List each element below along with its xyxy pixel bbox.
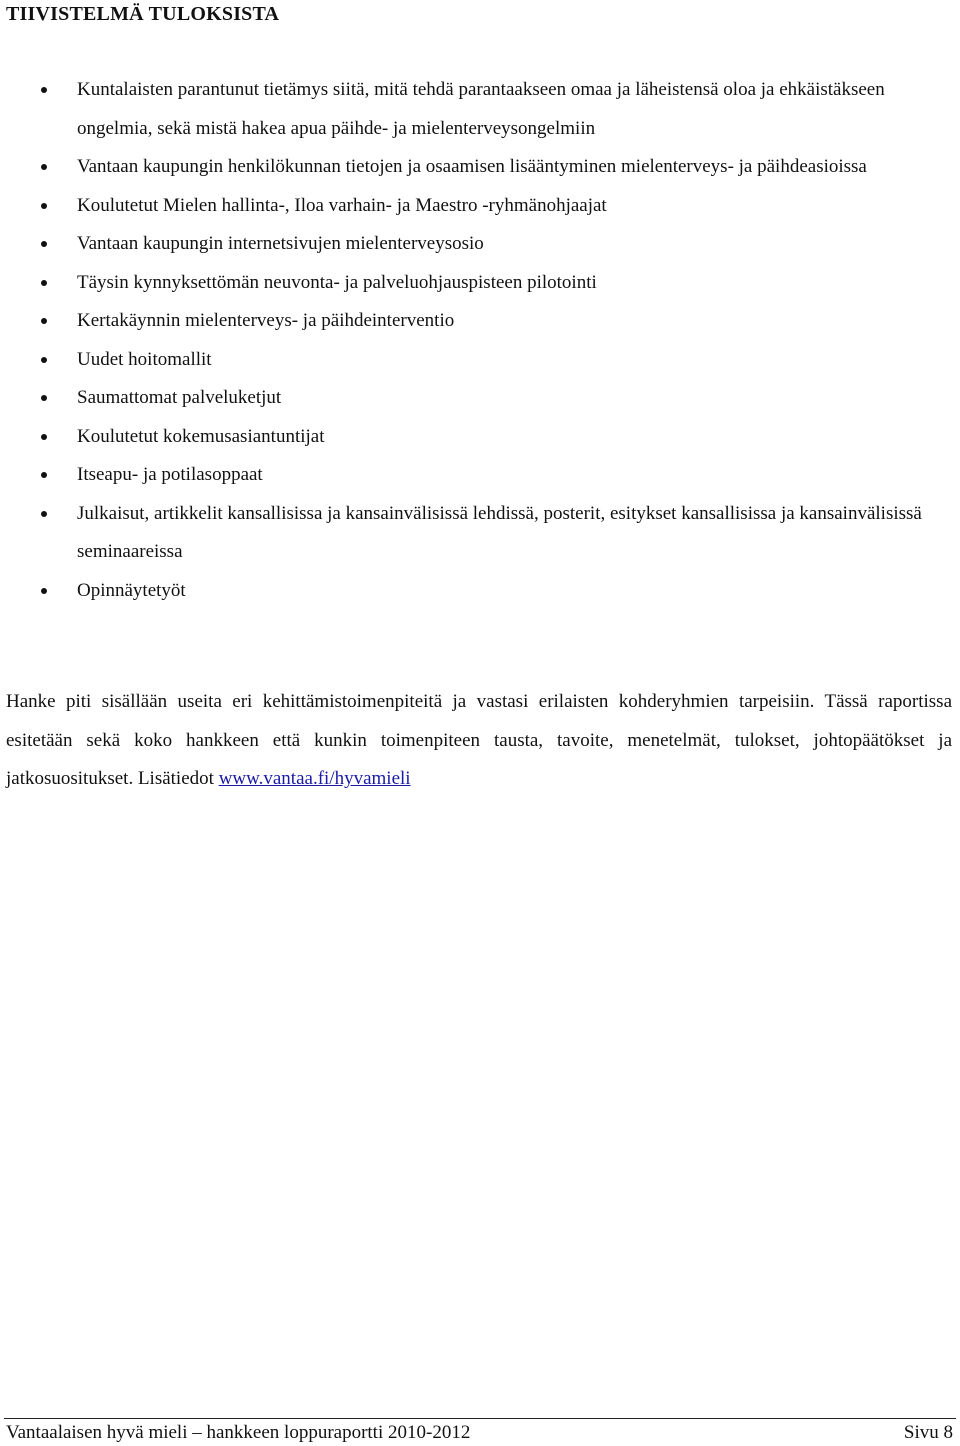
bullet-icon [41, 472, 47, 478]
list-item [0, 456, 960, 495]
bullet-icon [41, 511, 47, 517]
list-item [0, 341, 960, 380]
footer-report-title: Vantaalaisen hyvä mieli – hankkeen loppuraportti 2010-2012 [6, 1422, 471, 1443]
list-item [0, 187, 960, 226]
list-item-text: Opinnäytetyöt [77, 579, 186, 601]
footer-divider [4, 1418, 956, 1419]
bullet-icon [41, 318, 47, 324]
list-item [0, 572, 960, 611]
list-item [0, 379, 960, 418]
list-item [0, 418, 960, 457]
list-item-text: Koulutetut Mielen hallinta-, Iloa varhain- ja Maestro -ryhmänohjaajat [77, 194, 607, 216]
bullet-icon [41, 164, 47, 170]
list-item [0, 225, 960, 264]
more-info-link[interactable]: www.vantaa.fi/hyvamieli [218, 768, 411, 789]
bullet-icon [41, 357, 47, 363]
list-item-text: Itseapu- ja potilasoppaat [77, 464, 263, 485]
summary-paragraph [6, 683, 952, 799]
list-item-text: Saumattomat palveluketjut [77, 387, 282, 408]
list-item [0, 302, 960, 341]
list-item [0, 495, 960, 572]
bullet-icon [41, 87, 47, 93]
list-item-text: Vantaan kaupungin henkilökunnan tietojen ja osaamisen lisääntyminen mielenterveys- ja päihdeasioissa [77, 156, 867, 177]
list-item-text: Kertakäynnin mielenterveys- ja päihdeinterventio [77, 310, 455, 331]
list-item-text: Täysin kynnyksettömän neuvonta- ja palveluohjauspisteen pilotointi [77, 271, 597, 293]
summary-text: Hanke piti sisällään useita eri kehittämistoimenpiteitä ja vastasi erilaisten kohderyhmien tarpeisiin. Tässä raportissa esitetään sekä koko hankkeen että kunkin toimenpiteen tausta, tavoite, menetelmät, tulokset, johtopäätökset ja jatkosuositukset. Lisätiedot [6, 691, 952, 789]
bullet-icon [41, 434, 47, 440]
list-item-text: Koulutetut kokemusasiantuntijat [77, 425, 325, 447]
results-bullet-list [0, 71, 960, 610]
bullet-icon [41, 241, 47, 247]
list-item-text: Kuntalaisten parantunut tietämys siitä, mitä tehdä parantaakseen omaa ja läheistensä oloa ja ehkäistäkseen ongelmia, sekä mistä hakea apua päihde- ja mielenterveysongelmiin [77, 79, 885, 139]
list-item-text: Uudet hoitomallit [77, 348, 212, 370]
bullet-icon [41, 203, 47, 209]
list-item [0, 71, 960, 148]
bullet-icon [41, 280, 47, 286]
bullet-icon [41, 395, 47, 401]
list-item-text: Julkaisut, artikkelit kansallisissa ja kansainvälisissä lehdissä, posterit, esitykset kansallisissa ja kansainvälisissä seminaareissa [77, 502, 922, 562]
page-number: Sivu 8 [903, 1422, 953, 1443]
page-title: TIIVISTELMÄ TULOKSISTA [6, 3, 280, 25]
list-item-text: Vantaan kaupungin internetsivujen mielenterveysosio [77, 233, 484, 254]
list-item [0, 264, 960, 303]
bullet-icon [41, 588, 47, 594]
list-item [0, 148, 960, 187]
